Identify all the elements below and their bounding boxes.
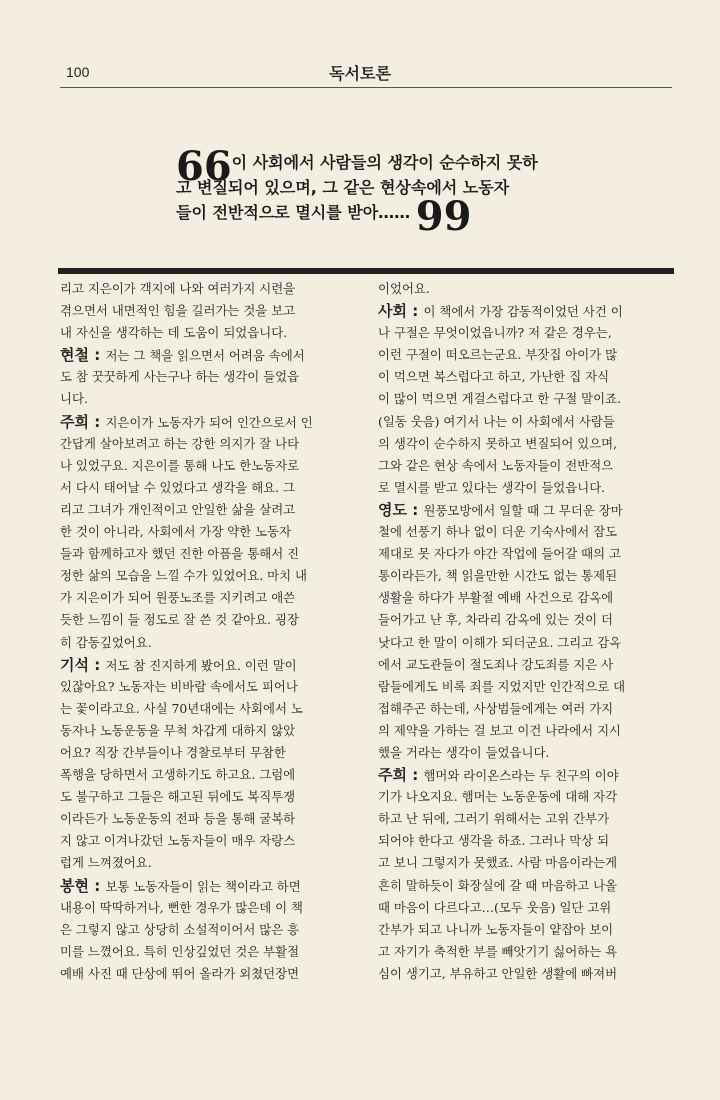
text-line xyxy=(60,720,356,742)
text-line xyxy=(378,698,674,720)
text-line xyxy=(378,676,674,698)
text-line xyxy=(60,875,356,897)
line-text: 히 감동깊었어요. xyxy=(60,634,152,650)
text-line xyxy=(60,963,356,985)
text-line xyxy=(60,587,356,609)
line-text: 나 있었구요. 지은이를 통해 나도 한노동자로 xyxy=(60,457,300,473)
page-header xyxy=(0,52,720,86)
line-text: 나 구절은 무엇이었읍니까? 저 같은 경우는, xyxy=(378,325,612,341)
text-line xyxy=(60,521,356,543)
line-text: 통이라든가, 책 읽을만한 시간도 없는 통제된 xyxy=(378,568,618,584)
line-text: 생활을 하다가 부활절 예배 사건으로 감옥에 xyxy=(378,590,614,606)
pull-quote-text: 고 변질되어 있으며, 그 같은 현상속에서 노동자 xyxy=(176,178,510,197)
line-text: 이 책에서 가장 감동적이었던 사건 이 xyxy=(423,304,623,320)
line-text: 예배 사진 때 단상에 뛰어 올라가 외쳤던장면 xyxy=(60,965,300,981)
line-text: 있잖아요? 노동자는 비바람 속에서도 피어나 xyxy=(60,678,298,694)
line-text: 리고 지은이가 객지에 나와 여러가지 시련을 xyxy=(60,281,296,296)
pull-quote-text: 들이 전반적으로 멸시를 받아…… xyxy=(176,203,411,222)
line-text: 되어야 한다고 생각을 하죠. 그러나 막상 되 xyxy=(378,833,610,849)
text-line xyxy=(60,322,356,344)
line-text: 접해주곤 하는데, 사상범들에게는 여러 가지 xyxy=(378,700,614,716)
pull-quote-line xyxy=(176,175,646,200)
text-line xyxy=(378,764,674,786)
text-line xyxy=(378,587,674,609)
text-line xyxy=(378,543,674,565)
text-line xyxy=(60,388,356,410)
text-line xyxy=(60,632,356,654)
text-line xyxy=(378,852,674,874)
line-text: 내 자신을 생각하는 데 도움이 되었읍니다. xyxy=(60,325,288,341)
line-text: 고 자기가 축적한 부를 빼앗기기 싫어하는 욕 xyxy=(378,943,618,959)
text-line xyxy=(378,388,674,410)
text-line xyxy=(378,654,674,676)
line-text: 했을 거라는 생각이 들었읍니다. xyxy=(378,744,550,760)
line-text: 간답게 살아보려고 하는 강한 의지가 잘 나타 xyxy=(60,435,300,451)
text-line xyxy=(60,455,356,477)
text-line xyxy=(60,278,356,300)
text-line xyxy=(378,609,674,631)
line-text: 서 다시 태어날 수 있었다고 생각을 해요. 그 xyxy=(60,479,295,495)
line-text: 듯한 느낌이 들 정도로 잘 쓴 것 같아요. 굉장 xyxy=(60,612,299,628)
text-line xyxy=(378,786,674,808)
text-line xyxy=(378,565,674,587)
line-text: 흔히 말하듯이 화장실에 갈 때 마음하고 나올 xyxy=(378,877,618,893)
text-line xyxy=(60,565,356,587)
speaker-label: 주희 : xyxy=(378,766,424,785)
pull-quote xyxy=(176,143,646,240)
line-text: 원풍모방에서 일할 때 그 무더운 장마 xyxy=(423,502,623,518)
text-line xyxy=(378,830,674,852)
text-line xyxy=(60,344,356,366)
speaker-label: 주희 : xyxy=(60,412,106,431)
line-text: 리고 그녀가 개인적이고 안일한 삶을 살려고 xyxy=(60,501,296,517)
text-line xyxy=(60,808,356,830)
text-line xyxy=(60,609,356,631)
text-line xyxy=(60,654,356,676)
line-text: 이런 구절이 떠오르는군요. 부잣집 아이가 많 xyxy=(378,347,618,363)
text-line xyxy=(378,455,674,477)
line-text: 보통 노동자들이 읽는 책이라고 하면 xyxy=(105,878,301,894)
text-line xyxy=(60,499,356,521)
page-number: 100 xyxy=(66,64,90,80)
line-text: 의 제약을 가하는 걸 보고 이건 나라에서 지시 xyxy=(378,722,622,738)
text-line xyxy=(378,632,674,654)
speaker-label: 사회 : xyxy=(378,302,424,321)
speaker-label: 현철 : xyxy=(60,346,106,365)
line-text: 이었어요. xyxy=(378,281,430,296)
text-line xyxy=(378,808,674,830)
text-line xyxy=(378,322,674,344)
speaker-label: 영도 : xyxy=(378,500,424,519)
line-text: 정한 삶의 모습을 느낄 수가 있었어요. 마치 내 xyxy=(60,568,307,584)
line-text: 겪으면서 내면적인 힘을 길러가는 것을 보고 xyxy=(60,303,296,319)
text-line xyxy=(378,344,674,366)
pull-quote-text: 이 사회에서 사람들의 생각이 순수하지 못하 xyxy=(231,153,538,172)
line-text: 낫다고 한 말이 이해가 되더군요. 그리고 감옥 xyxy=(378,634,622,650)
line-text: 간부가 되고 나니까 노동자들이 얕잡아 보이 xyxy=(378,921,614,937)
line-text: 폭행을 당하면서 고생하기도 하고요. 그럼에 xyxy=(60,767,296,783)
line-text: 내용이 딱딱하거나, 뻔한 경우가 많은데 이 책 xyxy=(60,899,304,915)
text-line xyxy=(378,742,674,764)
line-text: 도 참 꿋꿋하게 사는구나 하는 생각이 들었읍 xyxy=(60,369,300,385)
line-text: (일동 웃음) 여기서 나는 이 사회에서 사람들 xyxy=(378,413,615,429)
line-text: 람들에게도 비록 죄를 지었지만 인간적으로 대 xyxy=(378,678,626,694)
line-text: 제대로 못 자다가 야간 작업에 들어갈 때의 고 xyxy=(378,546,622,562)
text-line xyxy=(378,300,674,322)
text-line xyxy=(60,919,356,941)
line-text: 이 먹으면 복스럽다고 하고, 가난한 집 자식 xyxy=(378,369,610,385)
line-text: 지 않고 이겨나갔던 노동자들이 매우 자랑스 xyxy=(60,833,296,849)
text-line xyxy=(60,411,356,433)
line-text: 저도 참 진지하게 봤어요. 이런 말이 xyxy=(105,657,297,673)
text-line xyxy=(60,830,356,852)
line-text: 지은이가 노동자가 되어 인간으로서 인 xyxy=(105,414,313,430)
line-text: 햄머와 라이온스라는 두 친구의 이야 xyxy=(423,768,619,784)
line-text: 니다. xyxy=(60,391,88,407)
line-text: 의 생각이 순수하지 못하고 변질되어 있으며, xyxy=(378,435,618,451)
text-line xyxy=(378,963,674,985)
line-text: 럽게 느껴졌어요. xyxy=(60,855,152,871)
line-text: 고 보니 그렇지가 못했죠. 사람 마음이라는게 xyxy=(378,855,618,871)
text-line xyxy=(378,875,674,897)
text-line xyxy=(60,941,356,963)
text-line xyxy=(378,477,674,499)
open-quote-mark: 66 xyxy=(176,143,232,190)
line-text: 도 불구하고 그들은 해고된 뒤에도 복직투쟁 xyxy=(60,789,296,805)
line-text: 는 꽃이라고요. 사실 70년대에는 사회에서 노 xyxy=(60,700,303,716)
text-line xyxy=(60,742,356,764)
section-divider xyxy=(58,268,674,274)
pull-quote-line xyxy=(176,193,646,240)
speaker-label: 기석 : xyxy=(60,655,106,674)
text-line xyxy=(378,366,674,388)
text-line xyxy=(60,897,356,919)
left-column xyxy=(60,278,356,985)
line-text: 심이 생기고, 부유하고 안일한 생활에 빠져버 xyxy=(378,965,618,981)
line-text: 철에 선풍기 하나 없이 더운 기숙사에서 잠도 xyxy=(378,524,618,540)
text-line xyxy=(378,897,674,919)
text-line xyxy=(60,764,356,786)
line-text: 어요? 직장 간부들이나 경찰로부터 무참한 xyxy=(60,744,286,760)
text-line xyxy=(378,720,674,742)
text-line xyxy=(60,477,356,499)
line-text: 한 것이 아니라, 사회에서 가장 약한 노동자 xyxy=(60,524,292,540)
text-line xyxy=(60,366,356,388)
line-text: 하고 난 뒤에, 그러기 위해서는 고위 간부가 xyxy=(378,811,610,827)
header-divider xyxy=(60,87,672,88)
text-line xyxy=(378,499,674,521)
text-line xyxy=(60,852,356,874)
line-text: 그와 같은 현상 속에서 노동자들이 전반적으 xyxy=(378,457,614,473)
text-line xyxy=(378,278,674,300)
line-text: 은 그렇지 않고 상당히 소설적이어서 많은 흥 xyxy=(60,921,300,937)
text-line xyxy=(378,521,674,543)
text-line xyxy=(378,433,674,455)
text-line xyxy=(60,543,356,565)
text-line xyxy=(60,433,356,455)
line-text: 이 많이 먹으면 게걸스럽다고 한 구절 말이죠. xyxy=(378,391,622,407)
line-text: 저는 그 책을 읽으면서 어려움 속에서 xyxy=(105,348,305,364)
right-column xyxy=(378,278,674,985)
text-line xyxy=(60,698,356,720)
line-text: 이라든가 노동운동의 전파 등을 통해 굴복하 xyxy=(60,811,296,827)
line-text: 미를 느꼈어요. 특히 인상깊었던 것은 부활절 xyxy=(60,943,300,959)
line-text: 로 멸시를 받고 있다는 생각이 들었읍니다. xyxy=(378,479,606,495)
text-line xyxy=(60,676,356,698)
line-text: 들어가고 난 후, 차라리 감옥에 있는 것이 더 xyxy=(378,612,613,628)
text-line xyxy=(378,411,674,433)
line-text: 때 마음이 다르다고…(모두 웃음) 일단 고위 xyxy=(378,899,612,915)
text-line xyxy=(378,941,674,963)
line-text: 기가 나오지요. 햄머는 노동운동에 대해 자각 xyxy=(378,789,618,805)
text-line xyxy=(378,919,674,941)
line-text: 동자나 노동운동을 무척 차갑게 대하지 않았 xyxy=(60,722,296,738)
running-title: 독서토론 xyxy=(329,64,391,83)
close-quote-mark: 99 xyxy=(415,193,472,240)
line-text: 에서 교도관들이 절도죄나 강도죄를 지은 사 xyxy=(378,656,614,672)
line-text: 가 지은이가 되어 원풍노조를 지키려고 애쓴 xyxy=(60,590,296,606)
line-text: 들과 함께하고자 했던 진한 아픔을 통해서 진 xyxy=(60,546,300,562)
speaker-label: 봉현 : xyxy=(60,876,106,895)
text-line xyxy=(60,300,356,322)
text-line xyxy=(60,786,356,808)
